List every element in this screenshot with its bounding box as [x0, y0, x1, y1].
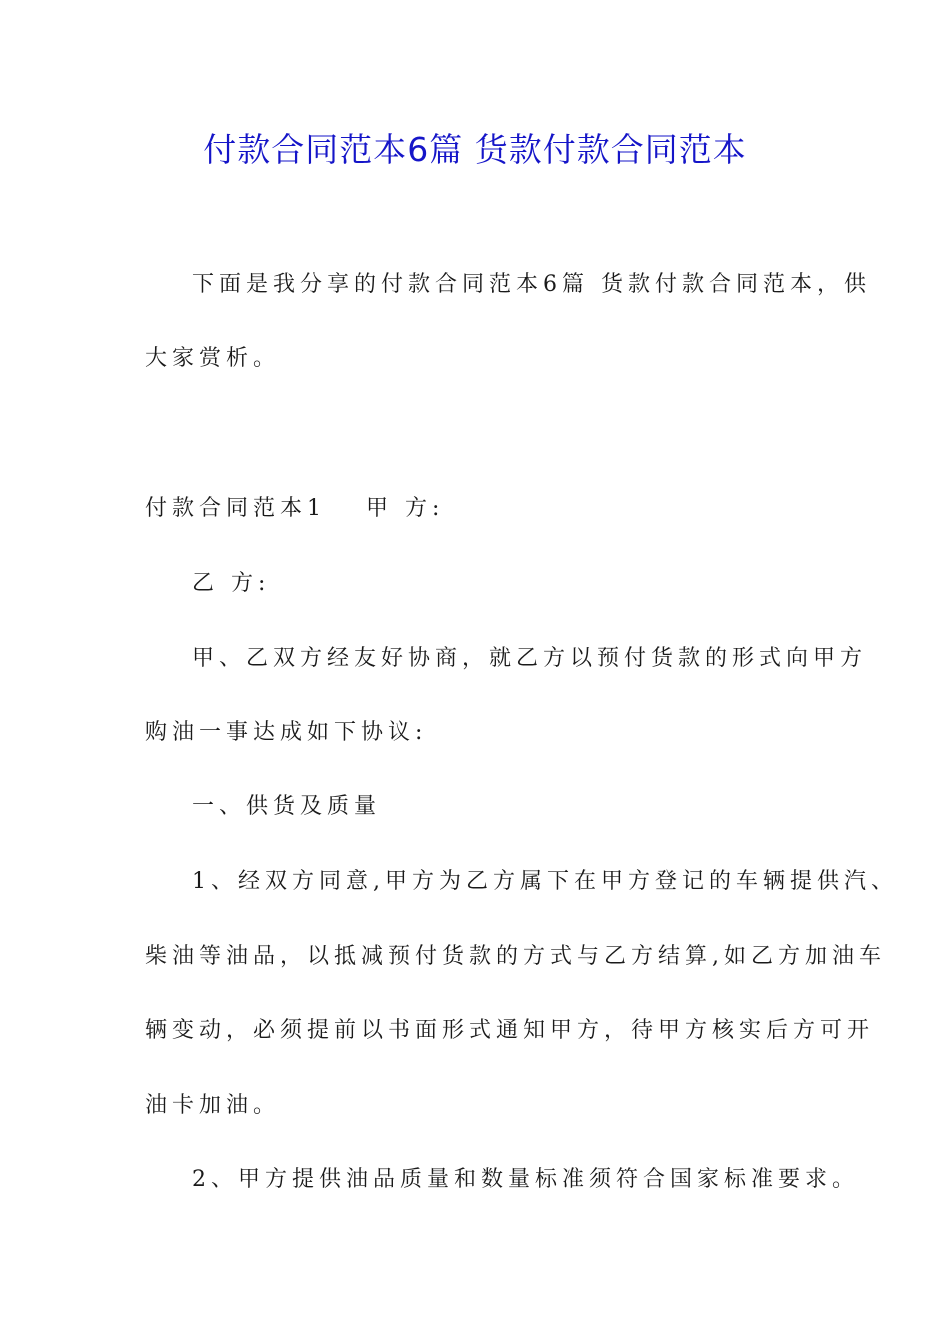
intro-line-1: 下面是我分享的付款合同范本6篇 货款付款合同范本，供: [192, 272, 871, 297]
section-title: 付款合同范本1: [145, 496, 326, 521]
clause-1-line-4: 油卡加油。: [145, 1093, 281, 1118]
clause-1-line-3: 辆变动，必须提前以书面形式通知甲方，待甲方核实后方可开: [145, 1018, 875, 1043]
clause-1-line-2: 柴油等油品，以抵减预付货款的方式与乙方结算,如乙方加油车: [145, 944, 886, 969]
heading-supply-quality: 一、供货及质量: [192, 794, 382, 819]
intro-line-2: 大家赏析。: [145, 346, 281, 371]
clause-1-line-1: 1、经双方同意,甲方为乙方属下在甲方登记的车辆提供汽、: [192, 869, 898, 894]
preamble-line-1: 甲、乙双方经友好协商，就乙方以预付货款的形式向甲方: [192, 646, 868, 671]
party-b-label: 乙 方:: [192, 571, 271, 596]
document-title: 付款合同范本6篇 货款付款合同范本: [203, 130, 747, 169]
preamble-line-2: 购油一事达成如下协议:: [145, 720, 428, 745]
clause-2: 2、甲方提供油品质量和数量标准须符合国家标准要求。: [192, 1167, 859, 1192]
section-heading-row: [145, 494, 444, 524]
party-a-label: 甲 方:: [366, 496, 445, 521]
